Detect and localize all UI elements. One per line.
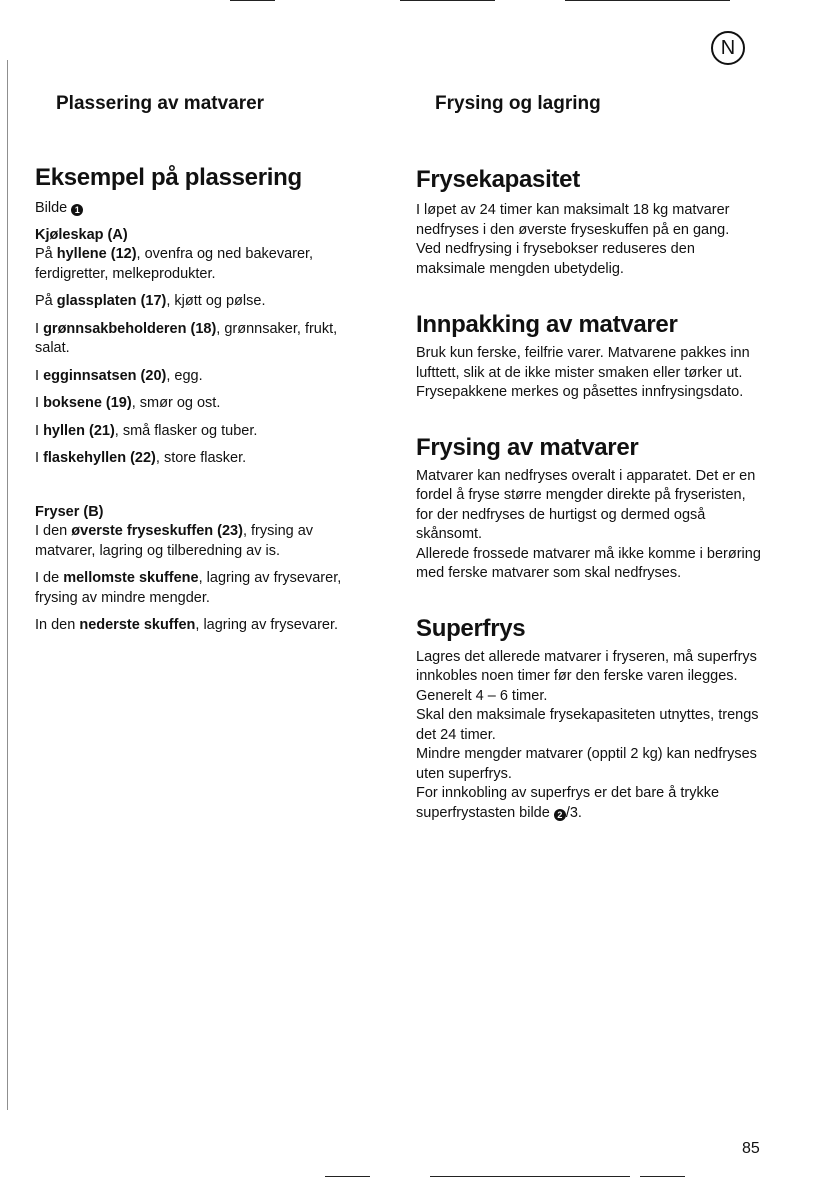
right-column (416, 165, 766, 823)
figure-ref-icon: 2 (554, 809, 566, 821)
fridge-item-shelves: På hyllene (12), ovenfra og ned bakevarer, ferdigretter, melkeprodukter. (35, 246, 314, 282)
fridge-item-boxes: I boksene (19), smør og ost. (35, 395, 221, 411)
bilde-line (35, 199, 370, 219)
freezer-title: Fryser (B) (35, 503, 104, 520)
heading-eksempel: Eksempel på plassering (35, 164, 302, 191)
language-badge: N (711, 31, 745, 65)
fridge-item-shelf: I hyllen (21), små flasker og tuber. (35, 422, 258, 439)
left-section-title: Plassering av matvarer (56, 93, 265, 114)
fridge-item-vegetable: I grønnsakbeholderen (18), grønnsaker, frukt, salat. (35, 320, 338, 356)
superfrys-text-1: Lagres det allerede matvarer i fryseren, må superfrys innkobles noen timer før den ferske varen ilegges. Generelt 4 – 6 timer. (416, 648, 757, 704)
top-rule (400, 0, 495, 1)
page-number: 85 (742, 1140, 760, 1157)
fridge-item-egg: I egginnsatsen (20), egg. (35, 367, 203, 384)
frysing-text-2: Allerede frossede matvarer må ikke komme i berøring med ferske matvarer som skal nedfryses. (416, 545, 761, 581)
left-column (35, 163, 370, 636)
innpakking-text-1: Bruk kun ferske, feilfrie varer. Matvarene pakkes inn lufttett, slik at de ikke mister smaken eller tørker ut. (416, 345, 750, 381)
frysing-text-1: Matvarer kan nedfryses overalt i apparatet. Det er en fordel å fryse større mengder direkte på fryseristen, for der nedfryses de hurtigst og dermed også skånsomt. (416, 467, 756, 542)
bottom-rule (430, 1176, 630, 1177)
frysekapasitet-text-2: Ved nedfrysing i frysebokser reduseres den maksimale mengden ubetydelig. (416, 241, 695, 277)
right-section-title: Frysing og lagring (435, 93, 601, 114)
bilde-label: Bilde (35, 200, 68, 216)
heading-superfrys: Superfrys (416, 614, 526, 642)
fridge-title: Kjøleskap (A) (35, 226, 128, 243)
heading-frysekapasitet: Frysekapasitet (416, 166, 580, 193)
superfrys-text-3: Mindre mengder matvarer (opptil 2 kg) kan nedfryses uten superfrys. (416, 746, 757, 782)
freezer-item-top: I den øverste fryseskuffen (23), frysing av matvarer, lagring og tilberedning av is. (35, 523, 314, 559)
superfrys-text-2: Skal den maksimale frysekapasiteten utnyttes, trengs det 24 timer. (416, 707, 759, 743)
fridge-item-glass: På glassplaten (17), kjøtt og pølse. (35, 293, 266, 309)
frysekapasitet-text-1: I løpet av 24 timer kan maksimalt 18 kg matvarer nedfryses i den øverste fryseskuffen på en gang. (416, 202, 730, 238)
fridge-item-bottles: I flaskehyllen (22), store flasker. (35, 450, 247, 466)
figure-ref-icon: 1 (71, 204, 83, 216)
freezer-item-middle: I de mellomste skuffene, lagring av frysevarer, frysing av mindre mengder. (35, 570, 342, 606)
heading-frysing: Frysing av matvarer (416, 433, 639, 461)
page-edge-line (7, 60, 8, 1110)
bottom-rule (325, 1176, 370, 1177)
heading-innpakking: Innpakking av matvarer (416, 311, 678, 338)
top-rule (230, 0, 275, 1)
innpakking-text-2: Frysepakkene merkes og påsettes innfrysingsdato. (416, 384, 744, 400)
top-rule (565, 0, 730, 1)
superfrys-text-4: For innkobling av superfrys er det bare å trykke superfrystasten bilde 2 /3. (416, 785, 720, 821)
bottom-rule (640, 1176, 685, 1177)
freezer-item-bottom: In den nederste skuffen, lagring av frysevarer. (35, 617, 339, 633)
